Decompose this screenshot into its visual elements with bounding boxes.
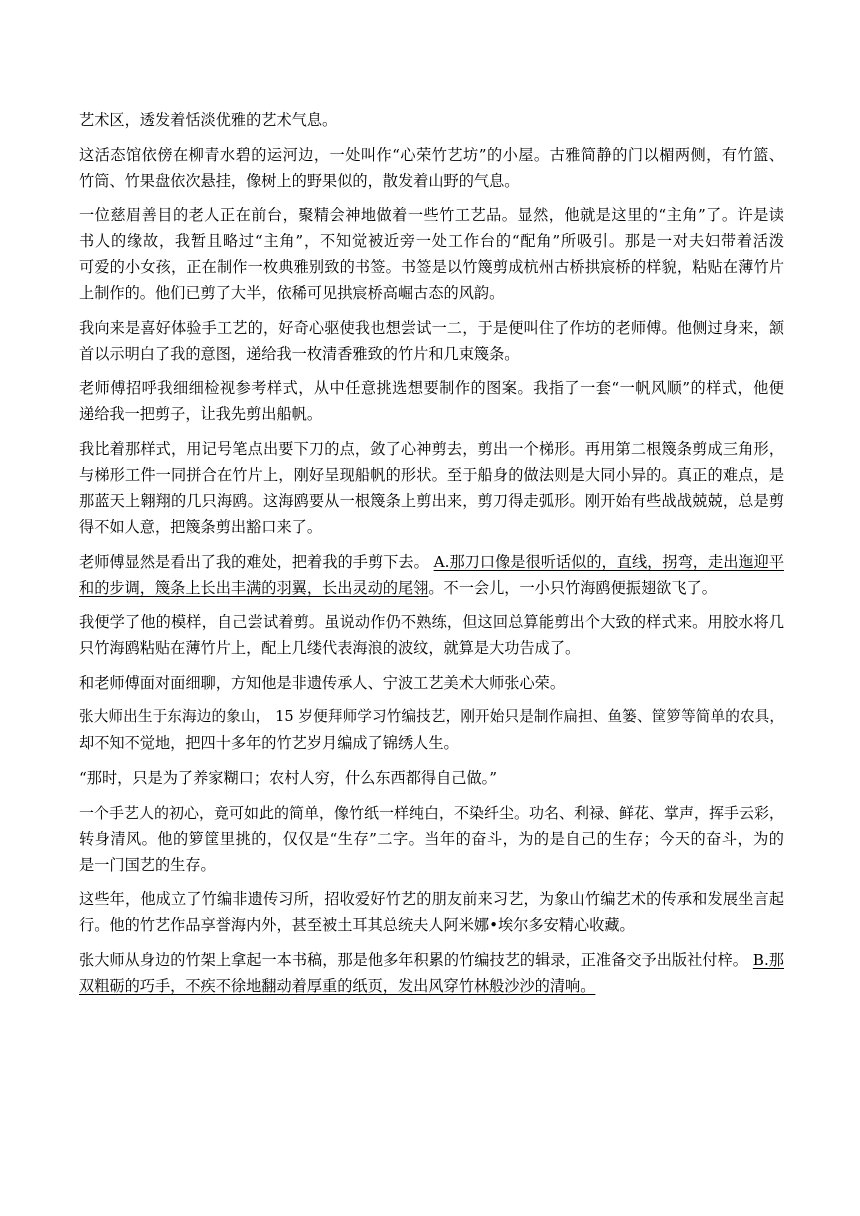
paragraph-spacer [79,540,784,549]
paragraph-spacer [79,601,784,610]
text-line [79,549,784,575]
text-line: 竹筒、竹果盘依次悬挂，像树上的野果似的，散发着山野的气息。 [79,171,520,190]
paragraph-spacer [79,791,784,800]
paragraph [79,202,784,306]
paragraph [79,765,784,791]
text-line: 只竹海鸥粘贴在薄竹片上，配上几缕代表海浪的波纹，就算是大功告成了。 [79,639,581,658]
paragraph [79,947,784,999]
paragraph [79,315,784,367]
text-line: 书人的缘故，我暂且略过“主角”，不知觉被近旁一处工作台的“配角”所吸引。那是一对夫妇带着活泼 [79,232,784,251]
text-line: 一个手艺人的初心，竟可如此的简单，像竹纸一样纯白，不染纤尘。功名、利禄、鲜花、掌声，挥手云彩， [79,803,785,822]
paragraph-spacer [79,427,784,436]
text-line: 是一门国艺的生存。 [79,855,216,874]
paragraph-spacer [79,133,784,142]
paragraph [79,670,784,696]
paragraph [79,436,784,540]
text-line: 这些年，他成立了竹编非遗传习所，招收爱好竹艺的朋友前来习艺，为象山竹编艺术的传承和发展坐言起 [79,890,784,909]
text-line: 首以示明白了我的意图，递给我一枚清香雅致的竹片和几束篾条。 [79,344,520,363]
text-line: 艺术区，透发着恬淡优雅的艺术气息。 [79,111,338,129]
text-line: 转身清风。他的箩筐里挑的，仅仅是“生存”二字。当年的奋斗，为的是自己的生存；今天的奋斗，为的 [79,829,784,848]
underlined-passage: 和的步调，篾条上长出丰满的羽翼，长出灵动的尾翎 [79,578,429,597]
text-line [79,973,784,999]
paragraph-spacer [79,194,784,203]
paragraph-spacer [79,878,784,887]
paragraph-spacer [79,938,784,947]
paragraph-spacer [79,306,784,315]
article-body [79,107,784,999]
text-line: 和老师傅面对面细聊，方知他是非遗传承人、宁波工艺美术大师张心荣。 [79,673,565,692]
text-line [79,947,784,973]
underlined-passage: B.那 [752,950,784,969]
text-line: 老师傅招呼我细细检视参考样式，从中任意挑选想要制作的图案。我指了一套“一帆风顺”的样式，他便 [79,379,784,398]
text-line: 可爱的小女孩，正在制作一枚典雅别致的书签。书签是以竹篾剪成杭州古桥拱宸桥的样貌，粘贴在薄竹片 [79,258,784,277]
underlined-passage: 双粗砺的巧手，不疾不徐地翻动着厚重的纸页，发出风穿竹林般沙沙的清响。 [79,976,596,995]
text-line: “那时，只是为了养家糊口；农村人穷，什么东西都得自己做。” [79,768,497,787]
text-line: 这活态馆依傍在柳青水碧的运河边，一处叫作“心荣竹艺坊”的小屋。古雅简静的门以楣两侧，有竹篮、 [79,145,784,164]
text-line: 那蓝天上翱翔的几只海鸥。这海鸥要从一根篾条上剪出来，剪刀得走弧形。刚开始有些战战兢兢，总是剪 [79,491,784,510]
text-line: 与梯形工件一同拼合在竹片上，刚好呈现船帆的形状。至于船身的做法则是大同小异的。真正的难点，是 [79,465,784,484]
text-line: 行。他的竹艺作品享誉海内外，甚至被土耳其总统夫人阿米娜•埃尔多安精心收藏。 [79,916,635,935]
text-run: 。不一会儿，一小只竹海鸥便振翅欲飞了。 [428,578,717,597]
paragraph [79,886,784,938]
text-line: 张大师出生于东海边的象山， 15 岁便拜师学习竹编技艺，刚开始只是制作扁担、鱼篓、筐箩等简单的农具， [79,708,784,726]
paragraph-spacer [79,756,784,765]
text-line: 递给我一把剪子，让我先剪出船帆。 [79,405,322,424]
paragraph-spacer [79,696,784,705]
text-line: 我比着那样式，用记号笔点出要下刀的点，敛了心神剪去，剪出一个梯形。再用第二根篾条剪成三角形， [79,439,784,458]
paragraph [79,107,784,133]
text-line: 却不知不觉地，把四十多年的竹艺岁月编成了锦绣人生。 [79,734,459,753]
paragraph [79,549,784,601]
paragraph [79,800,784,878]
paragraph [79,704,784,756]
paragraph [79,142,784,194]
text-line: 我向来是喜好体验手工艺的，好奇心驱使我也想尝试一二，于是便叫住了作坊的老师傅。他侧过身来，颔 [79,318,784,337]
text-line [79,575,784,601]
text-run: 老师傅显然是看出了我的难处，把着我的手剪下去。 [79,552,434,571]
text-line: 得不如人意，把篾条剪出豁口来了。 [79,517,322,536]
underlined-passage: A.那刀口像是很听话似的，直线，拐弯，走出迤迎平 [433,552,785,571]
text-line: 一位慈眉善目的老人正在前台，聚精会神地做着一些竹工艺品。显然，他就是这里的“主角”了。许是读 [79,206,784,225]
text-line: 上制作的。他们已剪了大半，依稀可见拱宸桥高崛古态的风韵。 [79,284,505,303]
paragraph [79,375,784,427]
text-line: 我便学了他的模样，自己尝试着剪。虽说动作仍不熟练，但这回总算能剪出个大致的样式来。用胶水将几 [79,613,784,632]
text-run: 张大师从身边的竹架上拿起一本书稿，那是他多年积累的竹编技艺的辑录，正准备交予出版社付梓。 [79,950,753,969]
paragraph-spacer [79,367,784,376]
paragraph-spacer [79,661,784,670]
paragraph [79,609,784,661]
